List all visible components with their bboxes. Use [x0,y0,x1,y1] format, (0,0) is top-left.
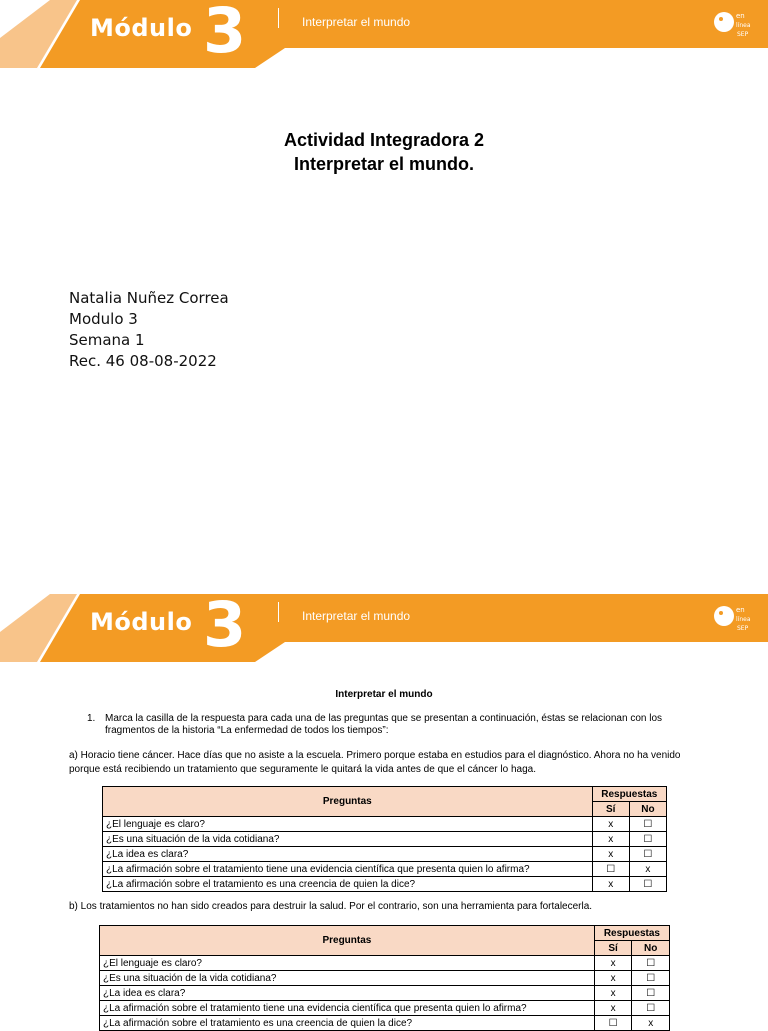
module-label: Módulo [90,14,193,42]
yes-checkbox[interactable]: x [594,1001,632,1016]
module-number: 3 [203,588,247,661]
svg-text:línea: línea [736,616,751,623]
yes-checkbox[interactable]: x [592,817,629,832]
module-label: Módulo [90,608,193,636]
table-row [103,877,667,892]
question-cell: ¿Es una situación de la vida cotidiana? [103,832,593,847]
svg-text:en: en [736,12,745,20]
table-row [100,986,670,1001]
answers-table-a [102,786,667,892]
cover-title: Actividad Integradora 2 [283,130,485,150]
svg-text:en: en [736,606,745,614]
table-row [100,1016,670,1031]
module-number: 3 [203,0,247,67]
table-row [100,956,670,971]
question-cell: ¿La afirmación sobre el tratamiento es una creencia de quien la dice? [103,877,593,892]
cover-subtitle: Interpretar el mundo. [293,154,475,174]
question-cell: ¿La afirmación sobre el tratamiento tiene una evidencia científica que presenta quien lo afirma? [100,1001,595,1016]
yes-header: Sí [592,802,629,817]
table-row [100,1001,670,1016]
yes-checkbox[interactable]: x [592,877,629,892]
section-a-text: a) Horacio tiene cáncer. Hace días que no asiste a la escuela. Primero porque estaba en estudios para el diagnóstico. Ahora no ha venido porque está recibiendo un tratamiento que seguramente le quitará la vida antes de que el cáncer lo haga. [69,750,681,775]
yes-checkbox[interactable]: x [594,971,632,986]
table-row [103,847,667,862]
no-checkbox[interactable]: ☐ [629,877,666,892]
question-cell: ¿El lenguaje es claro? [103,817,593,832]
module-info: Modulo 3 [69,310,138,328]
question-cell: ¿La afirmación sobre el tratamiento es una creencia de quien la dice? [100,1016,595,1031]
answers-header: Respuestas [592,787,666,802]
no-checkbox[interactable]: x [632,1016,670,1031]
no-checkbox[interactable]: ☐ [632,956,670,971]
svg-text:SEP: SEP [737,625,749,632]
no-checkbox[interactable]: ☐ [632,971,670,986]
banner-subtitle: Interpretar el mundo [302,15,411,29]
instruction-number: 1. [87,713,96,724]
yes-checkbox[interactable]: x [594,956,632,971]
student-name: Natalia Nuñez Correa [69,289,229,307]
page2-heading: Interpretar el mundo [335,689,433,700]
yes-header: Sí [594,941,632,956]
yes-checkbox[interactable]: x [594,986,632,1001]
banner-divider [278,602,279,622]
table-row [100,971,670,986]
question-cell: ¿El lenguaje es claro? [100,956,595,971]
module-banner-page2 [0,588,768,662]
no-checkbox[interactable]: x [629,862,666,877]
no-checkbox[interactable]: ☐ [632,986,670,1001]
week-info: Semana 1 [69,331,145,349]
svg-text:línea: línea [736,22,751,29]
questions-header: Preguntas [103,787,593,817]
table-row [103,817,667,832]
no-header: No [632,941,670,956]
banner-divider [278,8,279,28]
instruction-text: Marca la casilla de la respuesta para cada una de las preguntas que se presentan a continuación, éstas se relacionan con los fragmentos de la historia “La enfermedad de todos los tiempos”: [105,713,663,736]
record-info: Rec. 46 08-08-2022 [69,352,217,370]
no-checkbox[interactable]: ☐ [632,1001,670,1016]
answers-table-b [99,925,670,1031]
yes-checkbox[interactable]: ☐ [594,1016,632,1031]
banner-subtitle: Interpretar el mundo [302,609,411,623]
question-cell: ¿La idea es clara? [100,986,595,1001]
question-cell: ¿Es una situación de la vida cotidiana? [100,971,595,986]
no-header: No [629,802,666,817]
table-row [103,832,667,847]
section-b-text: b) Los tratamientos no han sido creados para destruir la salud. Por el contrario, son una herramienta para fortalecerla. [69,901,593,912]
no-checkbox[interactable]: ☐ [629,832,666,847]
yes-checkbox[interactable]: x [592,847,629,862]
questions-header: Preguntas [100,926,595,956]
no-checkbox[interactable]: ☐ [629,847,666,862]
module-banner-top [0,0,768,68]
yes-checkbox[interactable]: x [592,832,629,847]
answers-header: Respuestas [594,926,669,941]
yes-checkbox[interactable]: ☐ [592,862,629,877]
question-cell: ¿La idea es clara? [103,847,593,862]
table-row [103,862,667,877]
instruction [87,713,700,737]
no-checkbox[interactable]: ☐ [629,817,666,832]
svg-text:SEP: SEP [737,31,749,38]
question-cell: ¿La afirmación sobre el tratamiento tiene una evidencia científica que presenta quien lo afirma? [103,862,593,877]
